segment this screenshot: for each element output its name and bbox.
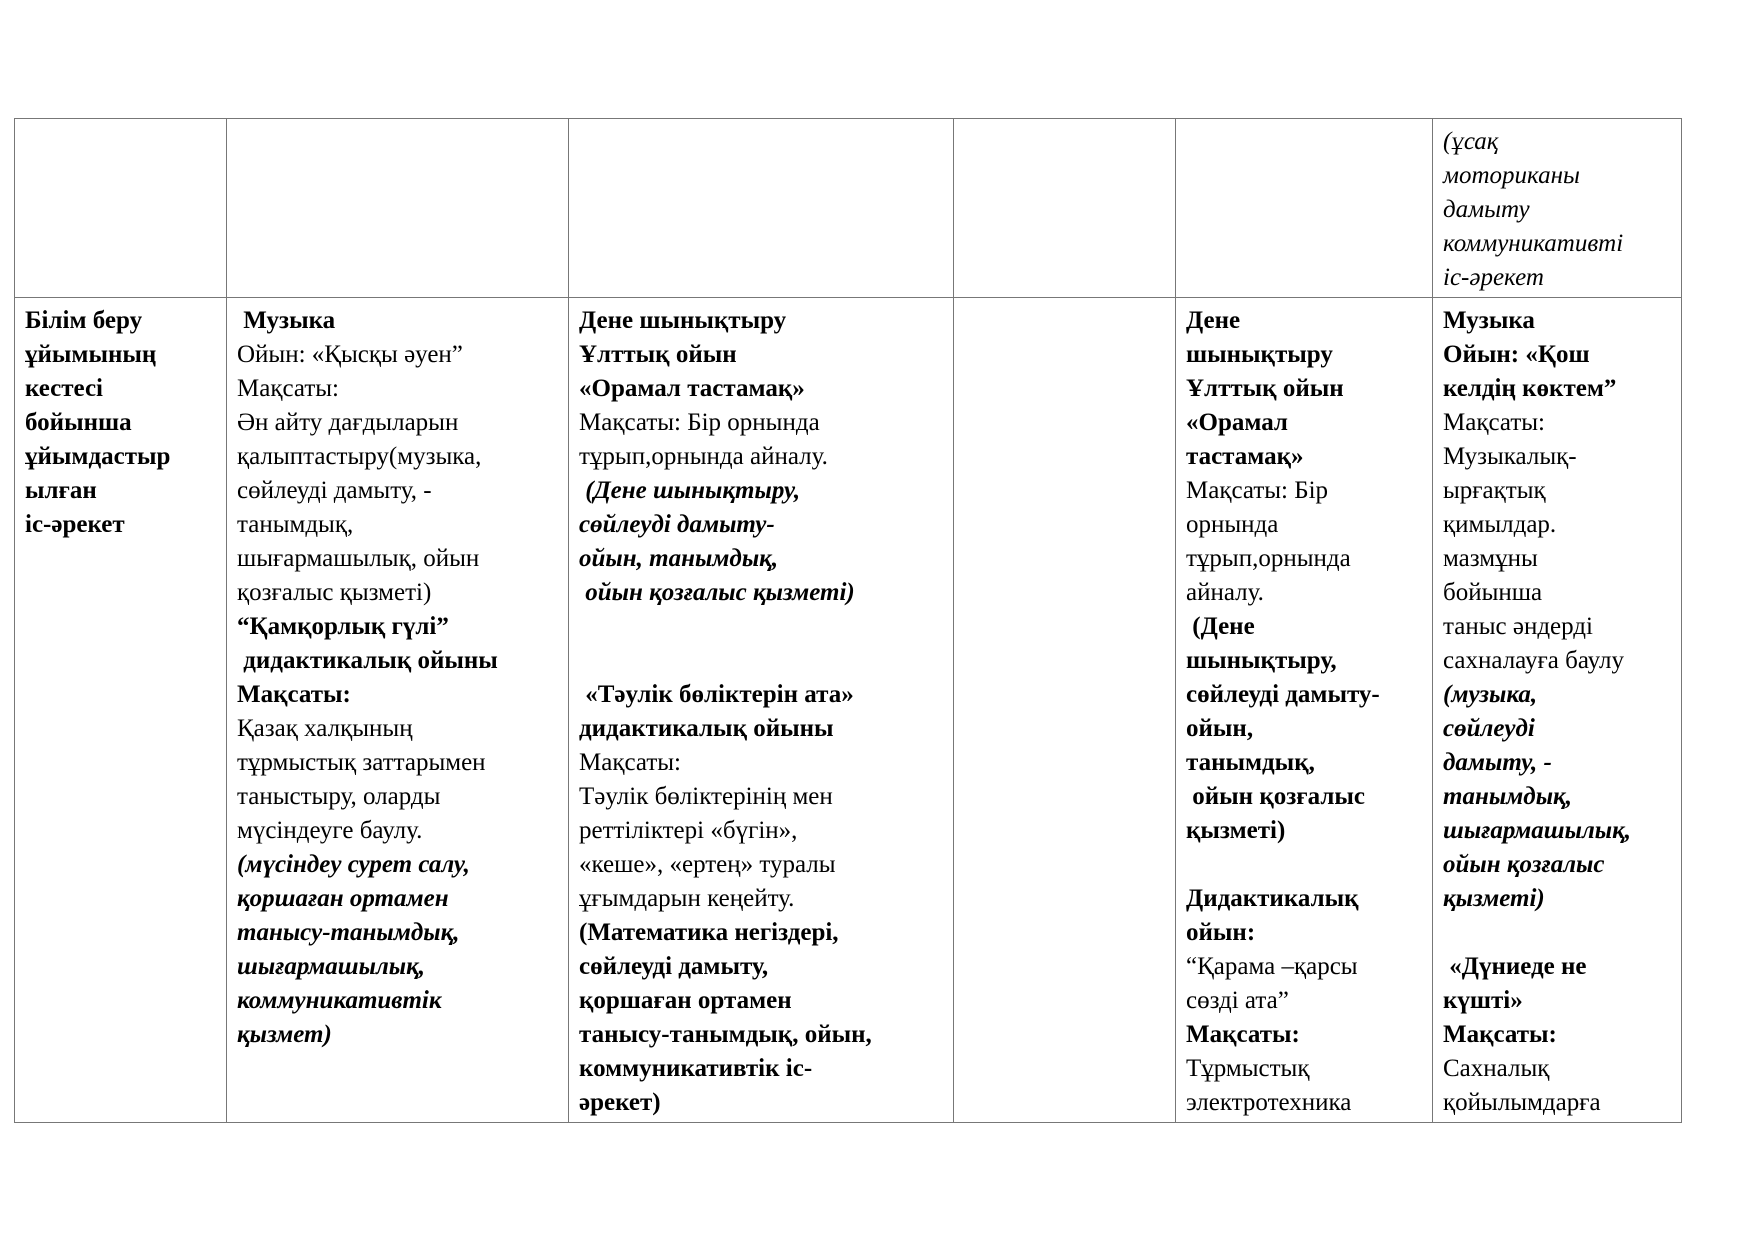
cell-text-line: сөйлеуді дамыту- — [579, 511, 775, 538]
table-cell — [954, 298, 1176, 1123]
cell-text-line: реттіліктері «бүгін», — [579, 817, 798, 844]
cell-text-line — [1186, 848, 1422, 882]
cell-text-line: Мақсаты: Бір — [1186, 477, 1329, 504]
cell-text-line: айналу. — [1186, 579, 1264, 606]
cell-text-line: Ұлттық ойын — [579, 341, 737, 368]
cell-text-line: шынықтыру, — [1186, 647, 1337, 674]
cell-text-line: іс-әрекет — [1443, 264, 1544, 291]
cell-text-line: шығармашылық, — [1443, 817, 1632, 844]
cell-text-line: (Математика негіздері, — [579, 919, 839, 946]
table-cell — [569, 298, 954, 1123]
cell-text-line: Мақсаты: — [579, 749, 681, 776]
cell-text-line: бойынша — [25, 409, 132, 436]
cell-text-line: ойын қозғалыс — [1443, 851, 1605, 878]
table-cell — [1433, 298, 1682, 1123]
cell-text-line: Мақсаты: Бір орнында — [579, 409, 820, 436]
cell-text-line: қызметі) — [1443, 885, 1545, 912]
cell-text-line: Мақсаты: — [1443, 1021, 1557, 1048]
cell-text-line: Ойын: «Қош — [1443, 341, 1590, 368]
cell-text-line: Дене — [1186, 307, 1241, 334]
table-cell — [954, 119, 1176, 298]
cell-text-line: ұйымдастыр — [25, 443, 171, 470]
cell-text-line: сөйлеуді дамыту- — [1186, 681, 1380, 708]
table-row — [15, 298, 1682, 1123]
cell-text-line: (музыка, — [1443, 681, 1538, 708]
cell-text-line: дамыту, - — [1443, 749, 1552, 776]
cell-text-line: дамыту — [1443, 196, 1530, 223]
cell-text-line: тұрып,орнында — [1186, 545, 1351, 572]
table-cell — [227, 119, 569, 298]
cell-text-line: қимылдар. — [1443, 511, 1557, 538]
cell-text-line: Білім беру — [25, 307, 143, 334]
cell-text-line: ойын қозғалыс қызметі) — [579, 579, 855, 606]
cell-text-line: тастамақ» — [1186, 443, 1304, 470]
table-cell — [1176, 298, 1433, 1123]
cell-text-line: іс-әрекет — [25, 511, 125, 538]
cell-text-line: тұрмыстық заттарымен — [237, 749, 486, 776]
cell-text-line: сахналауға баулу — [1443, 647, 1625, 674]
cell-text-line: Музыка — [237, 307, 336, 334]
table-row — [15, 119, 1682, 298]
cell-text-line: қозғалыс қызметі) — [237, 579, 432, 606]
cell-text-line: “Қарама –қарсы — [1186, 953, 1358, 980]
table-cell — [1433, 119, 1682, 298]
cell-text-line: Музыка — [1443, 307, 1535, 334]
cell-text-line: Тұрмыстық — [1186, 1055, 1310, 1082]
cell-text-line: Қазақ халқының — [237, 715, 413, 742]
cell-text-line: қоршаған ортамен — [237, 885, 449, 912]
cell-text-line: электротехника — [1186, 1089, 1352, 1116]
cell-text-line: Мақсаты: — [237, 681, 351, 708]
cell-text-line: «кеше», «ертең» туралы — [579, 851, 836, 878]
cell-text-line: шығармашылық, — [237, 953, 426, 980]
cell-text-line: шынықтыру — [1186, 341, 1333, 368]
table-cell — [569, 119, 954, 298]
cell-text-line: ылған — [25, 477, 97, 504]
cell-text-line: бойынша — [1443, 579, 1543, 606]
cell-text-line: күшті» — [1443, 987, 1523, 1014]
lesson-plan-table — [14, 118, 1682, 1123]
cell-text-line: ойын, — [1186, 715, 1254, 742]
cell-text-line: «Орамал тастамақ» — [579, 375, 805, 402]
cell-text-line: коммуникативтік — [237, 987, 442, 1014]
cell-text-line: әрекет) — [579, 1089, 661, 1116]
cell-text-line: танысу-танымдық, — [237, 919, 460, 946]
cell-text-line: “Қамқорлық гүлі” — [237, 613, 449, 640]
cell-text-line: Сахналық — [1443, 1055, 1550, 1082]
cell-text-line — [579, 610, 943, 644]
cell-text-line: қоршаған ортамен — [579, 987, 792, 1014]
cell-text-line: келдің көктем” — [1443, 375, 1617, 402]
cell-text-line: танымдық, — [237, 511, 354, 538]
cell-text-line: «Тәулік бөліктерін ата» — [579, 681, 854, 708]
cell-text-line: шығармашылық, ойын — [237, 545, 480, 572]
cell-text-line: қызметі) — [1186, 817, 1286, 844]
cell-text-line: қойылымдарға — [1443, 1089, 1601, 1116]
table-cell — [15, 119, 227, 298]
cell-text-line: таныс әндерді — [1443, 613, 1593, 640]
cell-text-line: мүсіндеуге баулу. — [237, 817, 423, 844]
cell-text-line — [1443, 916, 1671, 950]
cell-text-line: мазмұны — [1443, 545, 1538, 572]
cell-text-line: Ойын: «Қысқы әуен” — [237, 341, 463, 368]
cell-text-line: танысу-танымдық, ойын, — [579, 1021, 872, 1048]
cell-text-line — [579, 644, 943, 678]
cell-text-line: орнында — [1186, 511, 1279, 538]
cell-text-line: «Дүниеде не — [1443, 953, 1587, 980]
cell-text-line: коммуникативті — [1443, 230, 1624, 257]
cell-text-line: «Орамал — [1186, 409, 1288, 436]
cell-text-line: Мақсаты: — [1443, 409, 1545, 436]
cell-text-line: сөзді ата” — [1186, 987, 1289, 1014]
row-header-cell — [15, 298, 227, 1123]
cell-text-line: танымдық, — [1443, 783, 1572, 810]
cell-text-line: ұйымының — [25, 341, 157, 368]
cell-text-line: ойын: — [1186, 919, 1256, 946]
cell-text-line: дидактикалық ойыны — [579, 715, 834, 742]
cell-text-line: Ұлттық ойын — [1186, 375, 1344, 402]
table-cell — [227, 298, 569, 1123]
cell-text-line: Музыкалық- — [1443, 443, 1577, 470]
cell-text-line: қызмет) — [237, 1021, 332, 1048]
cell-text-line: Тәулік бөліктерінің мен — [579, 783, 833, 810]
cell-text-line: моториканы — [1443, 162, 1580, 189]
cell-text-line: сөйлеуді дамыту, — [579, 953, 769, 980]
cell-text-line: сөйлеуді — [1443, 715, 1535, 742]
cell-text-line: (мүсіндеу сурет салу, — [237, 851, 470, 878]
cell-text-line: Дидактикалық — [1186, 885, 1359, 912]
cell-text-line: ырғақтық — [1443, 477, 1546, 504]
cell-text-line: тұрып,орнында айналу. — [579, 443, 828, 470]
cell-text-line: (ұсақ — [1443, 128, 1499, 155]
cell-text-line: танымдық, — [1186, 749, 1315, 776]
cell-text-line: Ән айту дағдыларын — [237, 409, 459, 436]
cell-text-line: дидактикалық ойыны — [237, 647, 498, 674]
cell-text-line: Мақсаты: — [1186, 1021, 1300, 1048]
cell-text-line: кестесі — [25, 375, 104, 402]
table-cell — [1176, 119, 1433, 298]
cell-text-line: (Дене — [1186, 613, 1255, 640]
cell-text-line: коммуникативтік іс- — [579, 1055, 813, 1082]
cell-text-line: таныстыру, оларды — [237, 783, 441, 810]
cell-text-line: сөйлеуді дамыту, - — [237, 477, 432, 504]
cell-text-line: (Дене шынықтыру, — [579, 477, 801, 504]
cell-text-line: ойын, танымдық, — [579, 545, 779, 572]
cell-text-line: қалыптастыру(музыка, — [237, 443, 482, 470]
cell-text-line: ұғымдарын кеңейту. — [579, 885, 795, 912]
cell-text-line: Мақсаты: — [237, 375, 339, 402]
cell-text-line: Дене шынықтыру — [579, 307, 787, 334]
cell-text-line: ойын қозғалыс — [1186, 783, 1365, 810]
